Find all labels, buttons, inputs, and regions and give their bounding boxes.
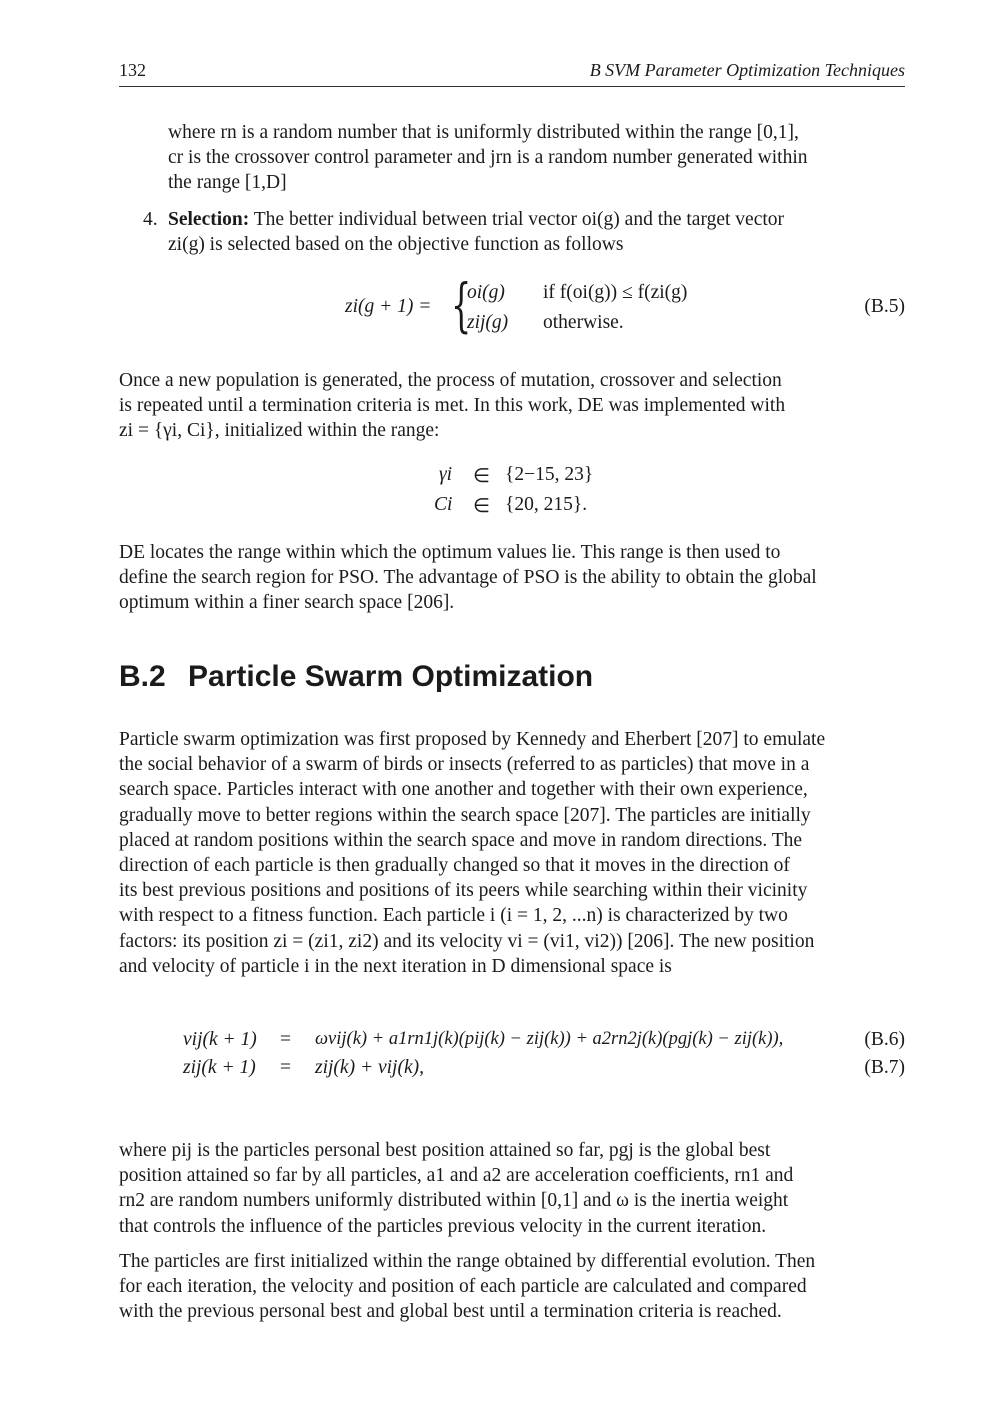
eq-lhs: zij(k + 1): [183, 1057, 256, 1078]
text-line: gradually move to better regions within the search space [207]. The particles are initially: [119, 804, 811, 826]
eq-lhs: Ci: [434, 494, 453, 515]
eq-operator: =: [280, 1029, 291, 1050]
equation-number: (B.6): [864, 1029, 905, 1050]
left-brace: {: [451, 271, 472, 339]
text-line: direction of each particle is then gradually changed so that it moves in the direction of: [119, 855, 790, 877]
running-title: B SVM Parameter Optimization Techniques: [589, 60, 905, 80]
text-line: The particles are first initialized within the range obtained by differential evolution. Then: [119, 1251, 816, 1272]
final-paragraph: [119, 1249, 905, 1325]
text-line: is repeated until a termination criteria is met. In this work, DE was implemented with: [119, 395, 786, 417]
text-line: optimum within a finer search space [206].: [119, 592, 455, 614]
eq-operator: ∈: [473, 466, 490, 487]
text-line: search space. Particles interact with one another and together with their own experience,: [119, 779, 808, 801]
text-line: factors: its position zi = (zi1, zi2) and its velocity vi = (vi1, vi2)) [206]. The new position: [119, 930, 815, 952]
text-line: rn2 are random numbers uniformly distributed within [0,1] and ω is the inertia weight: [119, 1190, 789, 1212]
text-line: DE locates the range within which the optimum values lie. This range is then used to: [119, 542, 781, 563]
text-line: the range [1,D]: [168, 172, 287, 194]
where-paragraph: [119, 1138, 905, 1239]
pso-paragraph: [119, 727, 905, 979]
section-title: Particle Swarm Optimization: [188, 660, 594, 693]
text-line: for each iteration, the velocity and position of each particle are calculated and compared: [119, 1276, 807, 1298]
text-line: define the search region for PSO. The advantage of PSO is the ability to obtain the global: [119, 567, 817, 589]
eq-operator: ∈: [473, 496, 490, 517]
page-number: 132: [119, 60, 146, 80]
equation-b5: [119, 271, 905, 340]
eq-case-condition: otherwise.: [543, 312, 624, 333]
text-line: position attained so far by all particles, a1 and a2 are acceleration coefficients, rn1 and: [119, 1165, 794, 1187]
text-line: cr is the crossover control parameter and jrn is a random number generated within: [168, 147, 808, 169]
text-line: The better individual between trial vector oi(g) and the target vector: [253, 209, 785, 230]
text-line: that controls the influence of the particles previous velocity in the current iteration.: [119, 1215, 767, 1237]
de-paragraph: [119, 540, 905, 616]
equation-number: (B.5): [864, 296, 905, 317]
text-line: with respect to a fitness function. Each particle i (i = 1, 2, ...n) is characterized by two: [119, 905, 788, 927]
range-equations: [119, 462, 905, 522]
section-number: B.2: [119, 660, 166, 693]
eq-rhs: ωvij(k) + a1rn1j(k)(pij(k) − zij(k)) + a2rn2j(k)(pgj(k) − zij(k)),: [315, 1029, 784, 1049]
selection-label: Selection:: [168, 209, 250, 230]
running-header: [119, 58, 905, 87]
eq-case-condition: if f(oi(g)) ≤ f(zi(g): [543, 282, 688, 303]
equation-number: (B.7): [864, 1057, 905, 1078]
text-line: placed at random positions within the search space and move in random directions. The: [119, 829, 803, 851]
eq-lhs: vij(k + 1): [183, 1029, 257, 1050]
text-line: zi(g) is selected based on the objective function as follows: [168, 234, 624, 256]
eq-rhs: {2−15, 23}: [505, 464, 594, 485]
text-line: with the previous personal best and global best until a termination criteria is reached.: [119, 1301, 782, 1323]
eq-case-value: zij(g): [467, 312, 509, 333]
eq-lhs: zi(g + 1) =: [345, 296, 432, 317]
text-line: the social behavior of a swarm of birds or insects (referred to as particles) that move in a: [119, 754, 810, 776]
list-number: 4.: [143, 209, 158, 230]
eq-rhs: {20, 215}.: [505, 494, 588, 515]
crossover-paragraph: [168, 120, 905, 196]
text-line: zi = {γi, Ci}, initialized within the range:: [119, 420, 440, 442]
text-line: its best previous positions and positions of its peers while searching within their vicinity: [119, 880, 808, 902]
text-line: and velocity of particle i in the next iteration in D dimensional space is: [119, 955, 672, 977]
eq-case-value: oi(g): [467, 282, 505, 303]
section-heading: [119, 660, 593, 694]
text-line: where rn is a random number that is uniformly distributed within the range [0,1],: [168, 122, 799, 143]
eq-operator: =: [280, 1057, 291, 1078]
text-line: Once a new population is generated, the process of mutation, crossover and selection: [119, 370, 782, 391]
eq-lhs: γi: [439, 464, 453, 485]
equations-b6-b7: [119, 1029, 905, 1089]
text-line: Particle swarm optimization was first proposed by Kennedy and Eherbert [207] to emulate: [119, 729, 826, 750]
text-line: where pij is the particles personal best position attained so far, pgj is the global best: [119, 1140, 771, 1161]
eq-rhs: zij(k) + vij(k),: [315, 1057, 424, 1078]
population-paragraph: [119, 368, 905, 444]
